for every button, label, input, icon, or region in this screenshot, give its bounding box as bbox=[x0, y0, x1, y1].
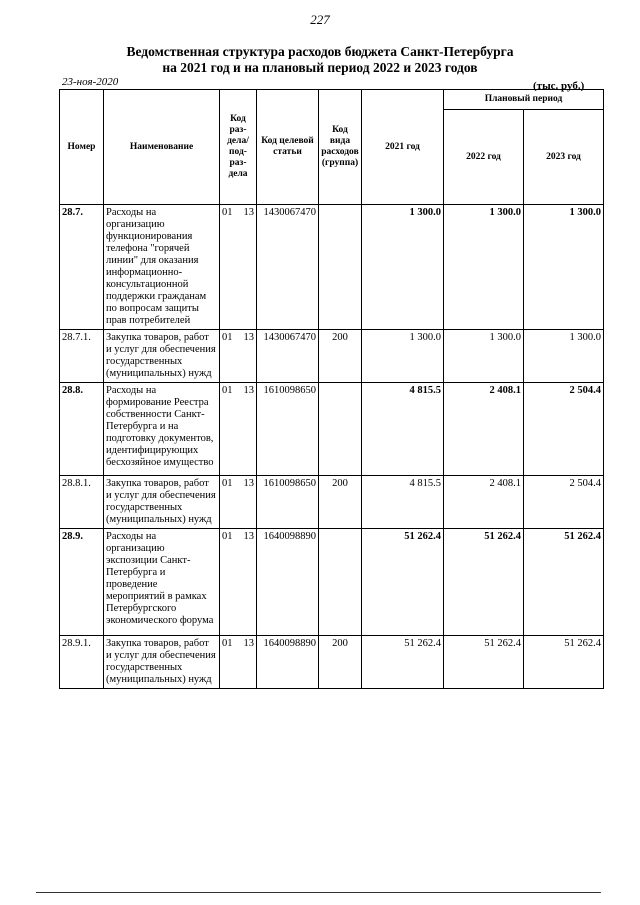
row-expense-type bbox=[319, 529, 362, 636]
row-razdel-code: 01 bbox=[222, 531, 233, 542]
row-amount-2023: 2 504.4 bbox=[524, 476, 604, 529]
table-row bbox=[60, 476, 604, 529]
table-row bbox=[60, 205, 604, 330]
row-name: Закупка товаров, работ и услуг для обеспечения государственных (муниципальных) нужд bbox=[104, 636, 220, 689]
row-number: 28.8. bbox=[60, 383, 104, 476]
table-row bbox=[60, 330, 604, 383]
row-expense-type: 200 bbox=[319, 330, 362, 383]
row-amount-2021: 1 300.0 bbox=[362, 205, 444, 330]
row-razdel bbox=[220, 529, 257, 636]
row-amount-2021: 1 300.0 bbox=[362, 330, 444, 383]
title-line-2: на 2021 год и на плановый период 2022 и 2023 годов bbox=[162, 60, 478, 75]
document-title bbox=[0, 44, 640, 76]
units-label: (тыс. руб.) bbox=[533, 80, 585, 92]
row-number: 28.7.1. bbox=[60, 330, 104, 383]
row-number: 28.7. bbox=[60, 205, 104, 330]
row-expense-type bbox=[319, 205, 362, 330]
row-name: Расходы на организацию функционирования телефона "горячей линии" для оказания информационно-консультационной поддержки гражданам по вопросам защиты прав потребителей bbox=[104, 205, 220, 330]
row-subrazdel-code: 13 bbox=[243, 638, 254, 649]
header-2023: 2023 год bbox=[524, 110, 604, 205]
row-amount-2023: 1 300.0 bbox=[524, 330, 604, 383]
document-date: 23-ноя-2020 bbox=[62, 76, 119, 88]
row-name: Расходы на организацию экспозиции Санкт-Петербурга и проведение мероприятий в рамках Петербургского экономического форума bbox=[104, 529, 220, 636]
row-amount-2023: 1 300.0 bbox=[524, 205, 604, 330]
row-amount-2022: 51 262.4 bbox=[444, 636, 524, 689]
table-row bbox=[60, 383, 604, 476]
row-amount-2021: 51 262.4 bbox=[362, 636, 444, 689]
table-header bbox=[60, 90, 604, 205]
row-name: Закупка товаров, работ и услуг для обеспечения государственных (муниципальных) нужд bbox=[104, 330, 220, 383]
table-row bbox=[60, 636, 604, 689]
row-amount-2022: 51 262.4 bbox=[444, 529, 524, 636]
title-line-1: Ведомственная структура расходов бюджета Санкт-Петербурга bbox=[126, 44, 514, 59]
header-expense-type: Код вида расходов (группа) bbox=[319, 90, 362, 205]
row-razdel bbox=[220, 636, 257, 689]
row-amount-2021: 4 815.5 bbox=[362, 476, 444, 529]
row-expense-type: 200 bbox=[319, 476, 362, 529]
header-razdel: Код раз- дела/ под- раз- дела bbox=[220, 90, 257, 205]
row-razdel-code: 01 bbox=[222, 478, 233, 489]
row-expense-type bbox=[319, 383, 362, 476]
row-amount-2022: 1 300.0 bbox=[444, 205, 524, 330]
row-razdel bbox=[220, 205, 257, 330]
row-target-article: 1640098890 bbox=[257, 529, 319, 636]
row-target-article: 1610098650 bbox=[257, 476, 319, 529]
row-target-article: 1640098890 bbox=[257, 636, 319, 689]
header-planned-period: Плановый период bbox=[444, 90, 604, 110]
row-subrazdel-code: 13 bbox=[243, 478, 254, 489]
budget-table bbox=[59, 89, 604, 689]
header-name: Наименование bbox=[104, 90, 220, 205]
row-subrazdel-code: 13 bbox=[243, 207, 254, 218]
row-razdel bbox=[220, 383, 257, 476]
row-amount-2021: 4 815.5 bbox=[362, 383, 444, 476]
row-number: 28.8.1. bbox=[60, 476, 104, 529]
row-razdel-code: 01 bbox=[222, 207, 233, 218]
header-number: Номер bbox=[60, 90, 104, 205]
row-subrazdel-code: 13 bbox=[243, 385, 254, 396]
row-razdel-code: 01 bbox=[222, 385, 233, 396]
row-razdel-code: 01 bbox=[222, 332, 233, 343]
table-body bbox=[60, 205, 604, 689]
row-amount-2023: 2 504.4 bbox=[524, 383, 604, 476]
page-number: 227 bbox=[310, 12, 330, 27]
row-target-article: 1610098650 bbox=[257, 383, 319, 476]
row-subrazdel-code: 13 bbox=[243, 531, 254, 542]
row-name: Закупка товаров, работ и услуг для обеспечения государственных (муниципальных) нужд bbox=[104, 476, 220, 529]
row-target-article: 1430067470 bbox=[257, 205, 319, 330]
row-number: 28.9. bbox=[60, 529, 104, 636]
header-target-article: Код целевой статьи bbox=[257, 90, 319, 205]
row-amount-2023: 51 262.4 bbox=[524, 529, 604, 636]
row-amount-2022: 2 408.1 bbox=[444, 476, 524, 529]
row-razdel bbox=[220, 330, 257, 383]
row-amount-2022: 2 408.1 bbox=[444, 383, 524, 476]
row-number: 28.9.1. bbox=[60, 636, 104, 689]
row-target-article: 1430067470 bbox=[257, 330, 319, 383]
row-razdel bbox=[220, 476, 257, 529]
row-amount-2023: 51 262.4 bbox=[524, 636, 604, 689]
header-2022: 2022 год bbox=[444, 110, 524, 205]
footer-divider bbox=[36, 892, 601, 893]
row-name: Расходы на формирование Реестра собственности Санкт-Петербурга и на подготовку документов, идентифицирующих бесхозяйное имущество bbox=[104, 383, 220, 476]
header-2021: 2021 год bbox=[362, 90, 444, 205]
row-razdel-code: 01 bbox=[222, 638, 233, 649]
row-amount-2021: 51 262.4 bbox=[362, 529, 444, 636]
table-row bbox=[60, 529, 604, 636]
row-amount-2022: 1 300.0 bbox=[444, 330, 524, 383]
row-expense-type: 200 bbox=[319, 636, 362, 689]
row-subrazdel-code: 13 bbox=[243, 332, 254, 343]
